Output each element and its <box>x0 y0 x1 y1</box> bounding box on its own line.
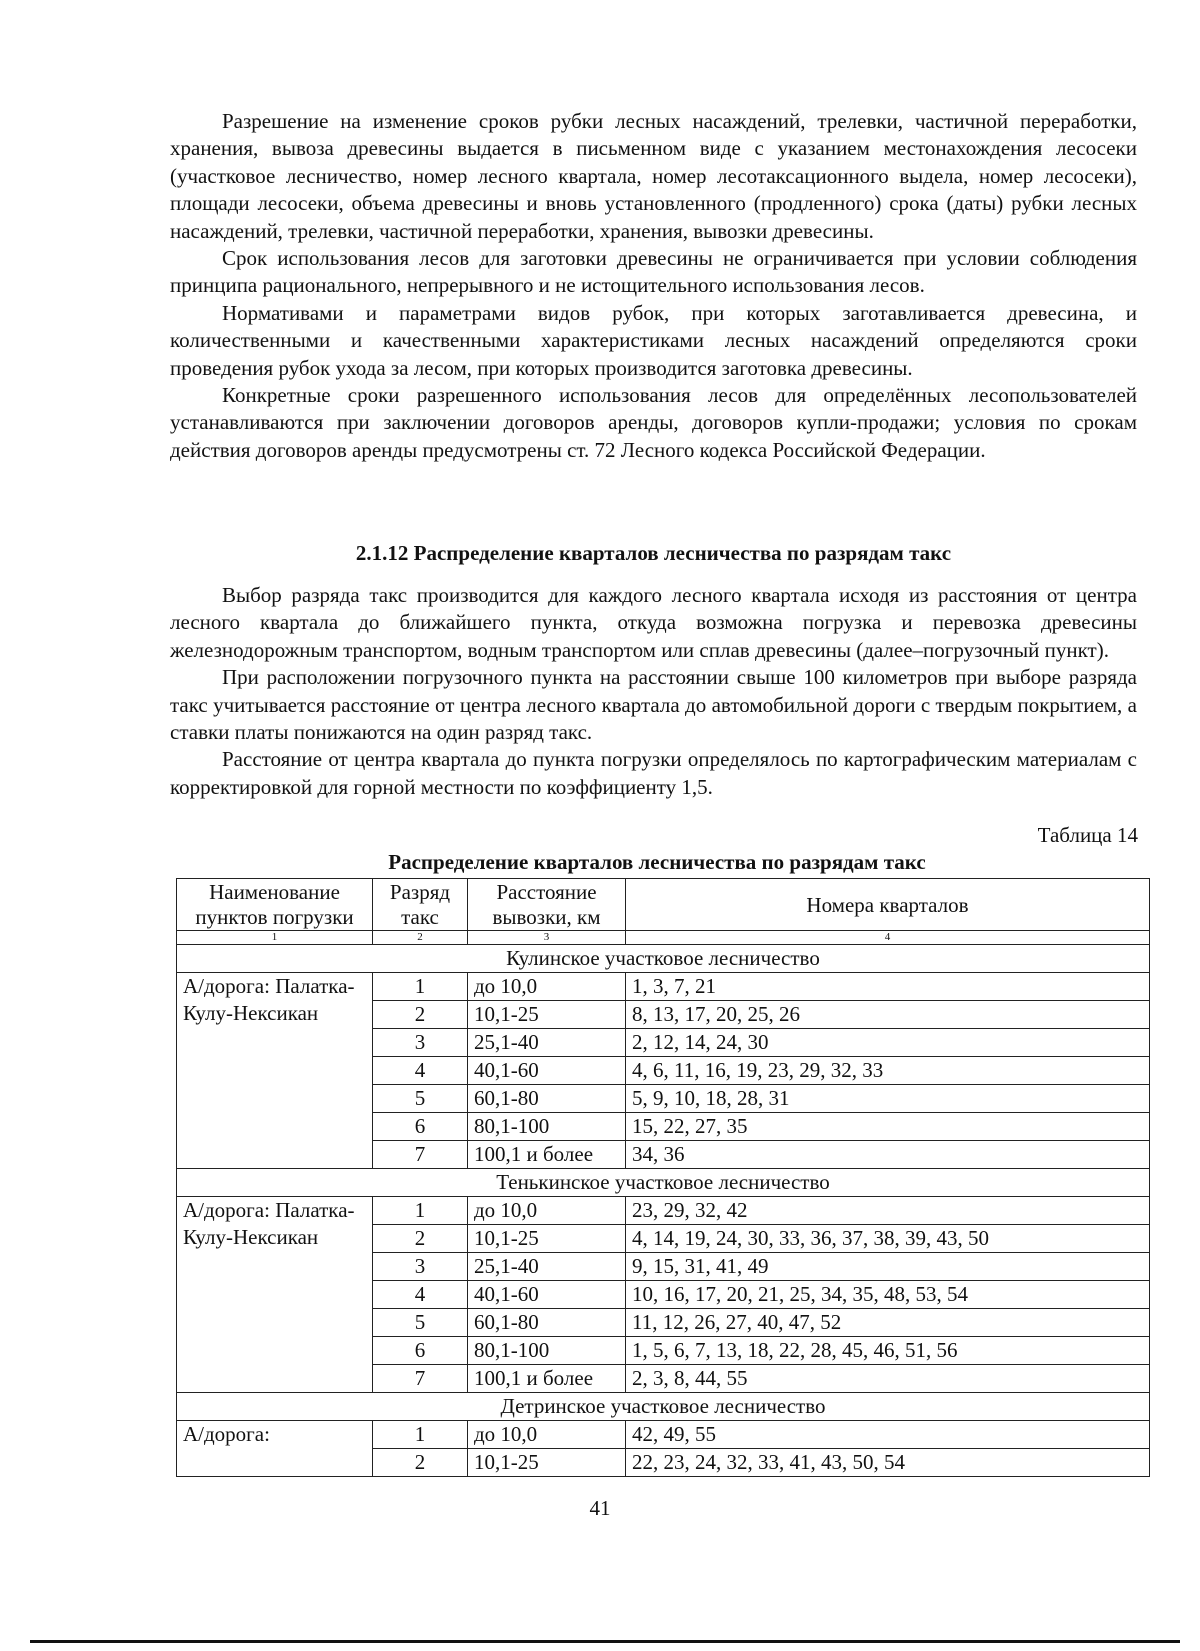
tax-rank: 6 <box>373 1337 468 1365</box>
distance: 80,1-100 <box>468 1337 626 1365</box>
quarters: 5, 9, 10, 18, 28, 31 <box>626 1085 1150 1113</box>
distance: до 10,0 <box>468 1197 626 1225</box>
tax-rank-table <box>176 878 1150 1477</box>
quarters: 2, 12, 14, 24, 30 <box>626 1029 1150 1057</box>
table-label: Таблица 14 <box>1037 823 1138 847</box>
column-index: 3 <box>468 931 626 945</box>
tax-rank: 2 <box>373 1225 468 1253</box>
quarters: 23, 29, 32, 42 <box>626 1197 1150 1225</box>
distance: до 10,0 <box>468 1421 626 1449</box>
loading-point: А/дорога: <box>177 1421 373 1477</box>
table-title: Распределение кварталов лесничества по разрядам такс <box>388 850 926 874</box>
distance: 25,1-40 <box>468 1253 626 1281</box>
tax-rank: 3 <box>373 1029 468 1057</box>
distance: 10,1-25 <box>468 1001 626 1029</box>
quarters: 1, 3, 7, 21 <box>626 973 1150 1001</box>
quarters: 4, 6, 11, 16, 19, 23, 29, 32, 33 <box>626 1057 1150 1085</box>
group-name: Тенькинское участковое лесничество <box>177 1169 1150 1197</box>
group-name: Детринское участковое лесничество <box>177 1393 1150 1421</box>
distance: 10,1-25 <box>468 1449 626 1477</box>
table-row <box>177 1421 1150 1449</box>
loading-point: А/дорога: Палатка-Кулу-Нексикан <box>177 973 373 1169</box>
header-loading-point: Наименование пунктов погрузки <box>177 879 373 931</box>
quarters: 9, 15, 31, 41, 49 <box>626 1253 1150 1281</box>
tax-rank: 3 <box>373 1253 468 1281</box>
table-header-row <box>177 879 1150 931</box>
tax-rank: 2 <box>373 1449 468 1477</box>
group-row <box>177 1393 1150 1421</box>
section-title: 2.1.12 Распределение кварталов лесничества по разрядам такс <box>355 541 952 565</box>
column-index: 1 <box>177 931 373 945</box>
tax-rank: 7 <box>373 1365 468 1393</box>
quarters: 22, 23, 24, 32, 33, 41, 43, 50, 54 <box>626 1449 1150 1477</box>
column-index: 2 <box>373 931 468 945</box>
quarters: 2, 3, 8, 44, 55 <box>626 1365 1150 1393</box>
paragraph: Разрешение на изменение сроков рубки лесных насаждений, трелевки, частичной переработки, хранения, вывоза древесины выдается в письменном виде с указанием местонахождения лесосеки (участковое лесничество, номер лесного квартала, номер лесотаксационного выдела, номер лесосеки), площади лесосеки, объема древесины и вновь установленного (продленного) срока (даты) рубки лесных насаждений, трелевки, частичной переработки, хранения, вывозки древесины. <box>170 109 1137 243</box>
quarters: 1, 5, 6, 7, 13, 18, 22, 28, 45, 46, 51, 56 <box>626 1337 1150 1365</box>
quarters: 15, 22, 27, 35 <box>626 1113 1150 1141</box>
quarters: 34, 36 <box>626 1141 1150 1169</box>
distance: 10,1-25 <box>468 1225 626 1253</box>
paragraph: Срок использования лесов для заготовки древесины не ограничивается при условии соблюдения принципа рационального, непрерывного и не истощительного использования лесов. <box>170 246 1137 298</box>
column-index: 4 <box>626 931 1150 945</box>
paragraph: При расположении погрузочного пункта на расстоянии свыше 100 километров при выборе разряда такс учитывается расстояние от центра лесного квартала до автомобильной дороги с твердым покрытием, а ставки платы понижаются на один разряд такс. <box>170 665 1137 745</box>
distance: 60,1-80 <box>468 1085 626 1113</box>
tax-rank: 1 <box>373 1421 468 1449</box>
quarters: 10, 16, 17, 20, 21, 25, 34, 35, 48, 53, 54 <box>626 1281 1150 1309</box>
distance: 40,1-60 <box>468 1057 626 1085</box>
group-row <box>177 945 1150 973</box>
distance: 25,1-40 <box>468 1029 626 1057</box>
tax-rank: 2 <box>373 1001 468 1029</box>
body-text-section <box>170 582 1137 801</box>
table-row <box>177 973 1150 1001</box>
tax-rank: 6 <box>373 1113 468 1141</box>
tax-rank: 4 <box>373 1281 468 1309</box>
tax-rank: 4 <box>373 1057 468 1085</box>
group-name: Кулинское участковое лесничество <box>177 945 1150 973</box>
distance: до 10,0 <box>468 973 626 1001</box>
body-text-top <box>170 108 1137 464</box>
header-quarter-numbers: Номера кварталов <box>626 879 1150 931</box>
tax-rank: 1 <box>373 1197 468 1225</box>
column-index-row <box>177 931 1150 945</box>
quarters: 11, 12, 26, 27, 40, 47, 52 <box>626 1309 1150 1337</box>
distance: 60,1-80 <box>468 1309 626 1337</box>
loading-point: А/дорога: Палатка-Кулу-Нексикан <box>177 1197 373 1393</box>
distance: 100,1 и более <box>468 1365 626 1393</box>
header-tax-rank: Разряд такс <box>373 879 468 931</box>
table-row <box>177 1197 1150 1225</box>
bottom-rule <box>30 1640 1180 1643</box>
paragraph: Конкретные сроки разрешенного использования лесов для определённых лесопользователей устанавливаются при заключении договоров аренды, договоров купли-продажи; условия по срокам действия договоров аренды предусмотрены ст. 72 Лесного кодекса Российской Федерации. <box>170 383 1137 462</box>
quarters: 42, 49, 55 <box>626 1421 1150 1449</box>
paragraph: Нормативами и параметрами видов рубок, при которых заготавливается древесина, и количественными и качественными характеристиками лесных насаждений определяются сроки проведения рубок ухода за лесом, при которых производится заготовка древесины. <box>170 300 1137 380</box>
tax-rank: 5 <box>373 1085 468 1113</box>
paragraph: Расстояние от центра квартала до пункта погрузки определялось по картографическим материалам с корректировкой для горной местности по коэффициенту 1,5. <box>170 747 1137 799</box>
paragraph: Выбор разряда такс производится для каждого лесного квартала исходя из расстояния от центра лесного квартала до ближайшего пункта, откуда возможна погрузка и перевозка древесины железнодорожным транспортом, водным транспортом или сплав древесины (далее–погрузочный пункт). <box>170 583 1137 662</box>
page-number: 41 <box>589 1496 611 1520</box>
distance: 80,1-100 <box>468 1113 626 1141</box>
tax-rank: 1 <box>373 973 468 1001</box>
tax-rank: 5 <box>373 1309 468 1337</box>
quarters: 8, 13, 17, 20, 25, 26 <box>626 1001 1150 1029</box>
group-row <box>177 1169 1150 1197</box>
quarters: 4, 14, 19, 24, 30, 33, 36, 37, 38, 39, 43, 50 <box>626 1225 1150 1253</box>
distance: 40,1-60 <box>468 1281 626 1309</box>
header-distance: Расстояние вывозки, км <box>468 879 626 931</box>
distance: 100,1 и более <box>468 1141 626 1169</box>
tax-rank: 7 <box>373 1141 468 1169</box>
